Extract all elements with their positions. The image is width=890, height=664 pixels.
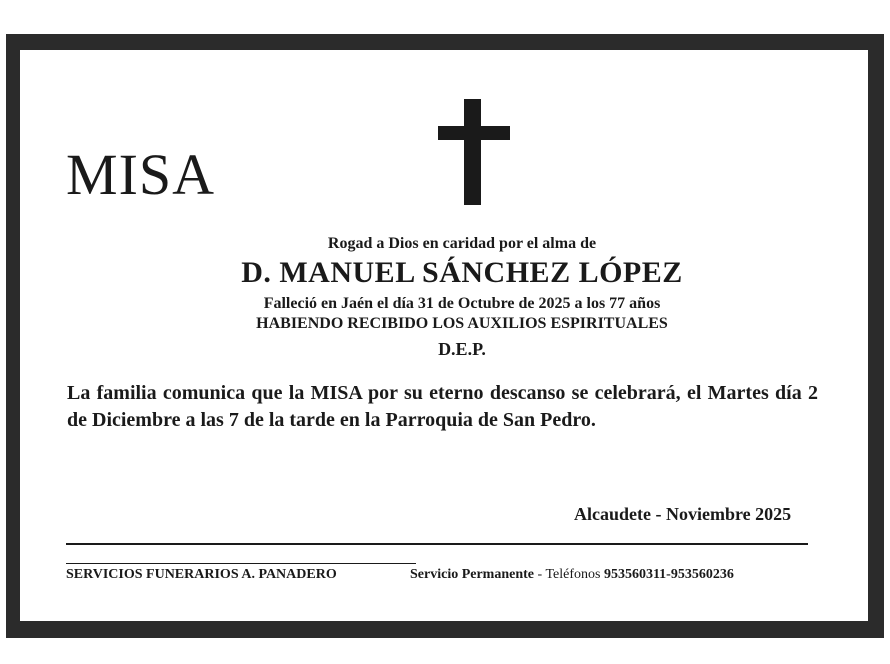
prayer-line: Rogad a Dios en caridad por el alma de (327, 235, 597, 252)
phone-numbers: 953560311-953560236 (603, 567, 734, 582)
deceased-name: D. MANUEL SÁNCHEZ LÓPEZ (241, 256, 683, 289)
announcement-text: La familia comunica que la MISA por su eterno descanso se celebrará, el Martes día 2 de Diciembre a las 7 de la tarde en la Parroquia de San Pedro. (67, 382, 818, 431)
service-contact (410, 567, 734, 583)
phones-label: Teléfonos (545, 567, 601, 582)
service-label: Servicio Permanente (410, 567, 535, 582)
separator: - (534, 567, 546, 582)
notice-heading: MISA (66, 142, 216, 207)
death-info: Falleció en Jaén el día 31 de Octubre de 2025 a los 77 años (263, 295, 661, 312)
funeral-home-name: SERVICIOS FUNERARIOS A. PANADERO (66, 567, 337, 582)
cross-icon (438, 99, 510, 205)
divider-line-short (66, 563, 416, 564)
sacraments-line: HABIENDO RECIBIDO LOS AUXILIOS ESPIRITUALES (256, 315, 668, 332)
divider-line (66, 543, 808, 545)
place-date: Alcaudete - Noviembre 2025 (574, 504, 792, 524)
rip-line: D.E.P. (438, 339, 486, 359)
